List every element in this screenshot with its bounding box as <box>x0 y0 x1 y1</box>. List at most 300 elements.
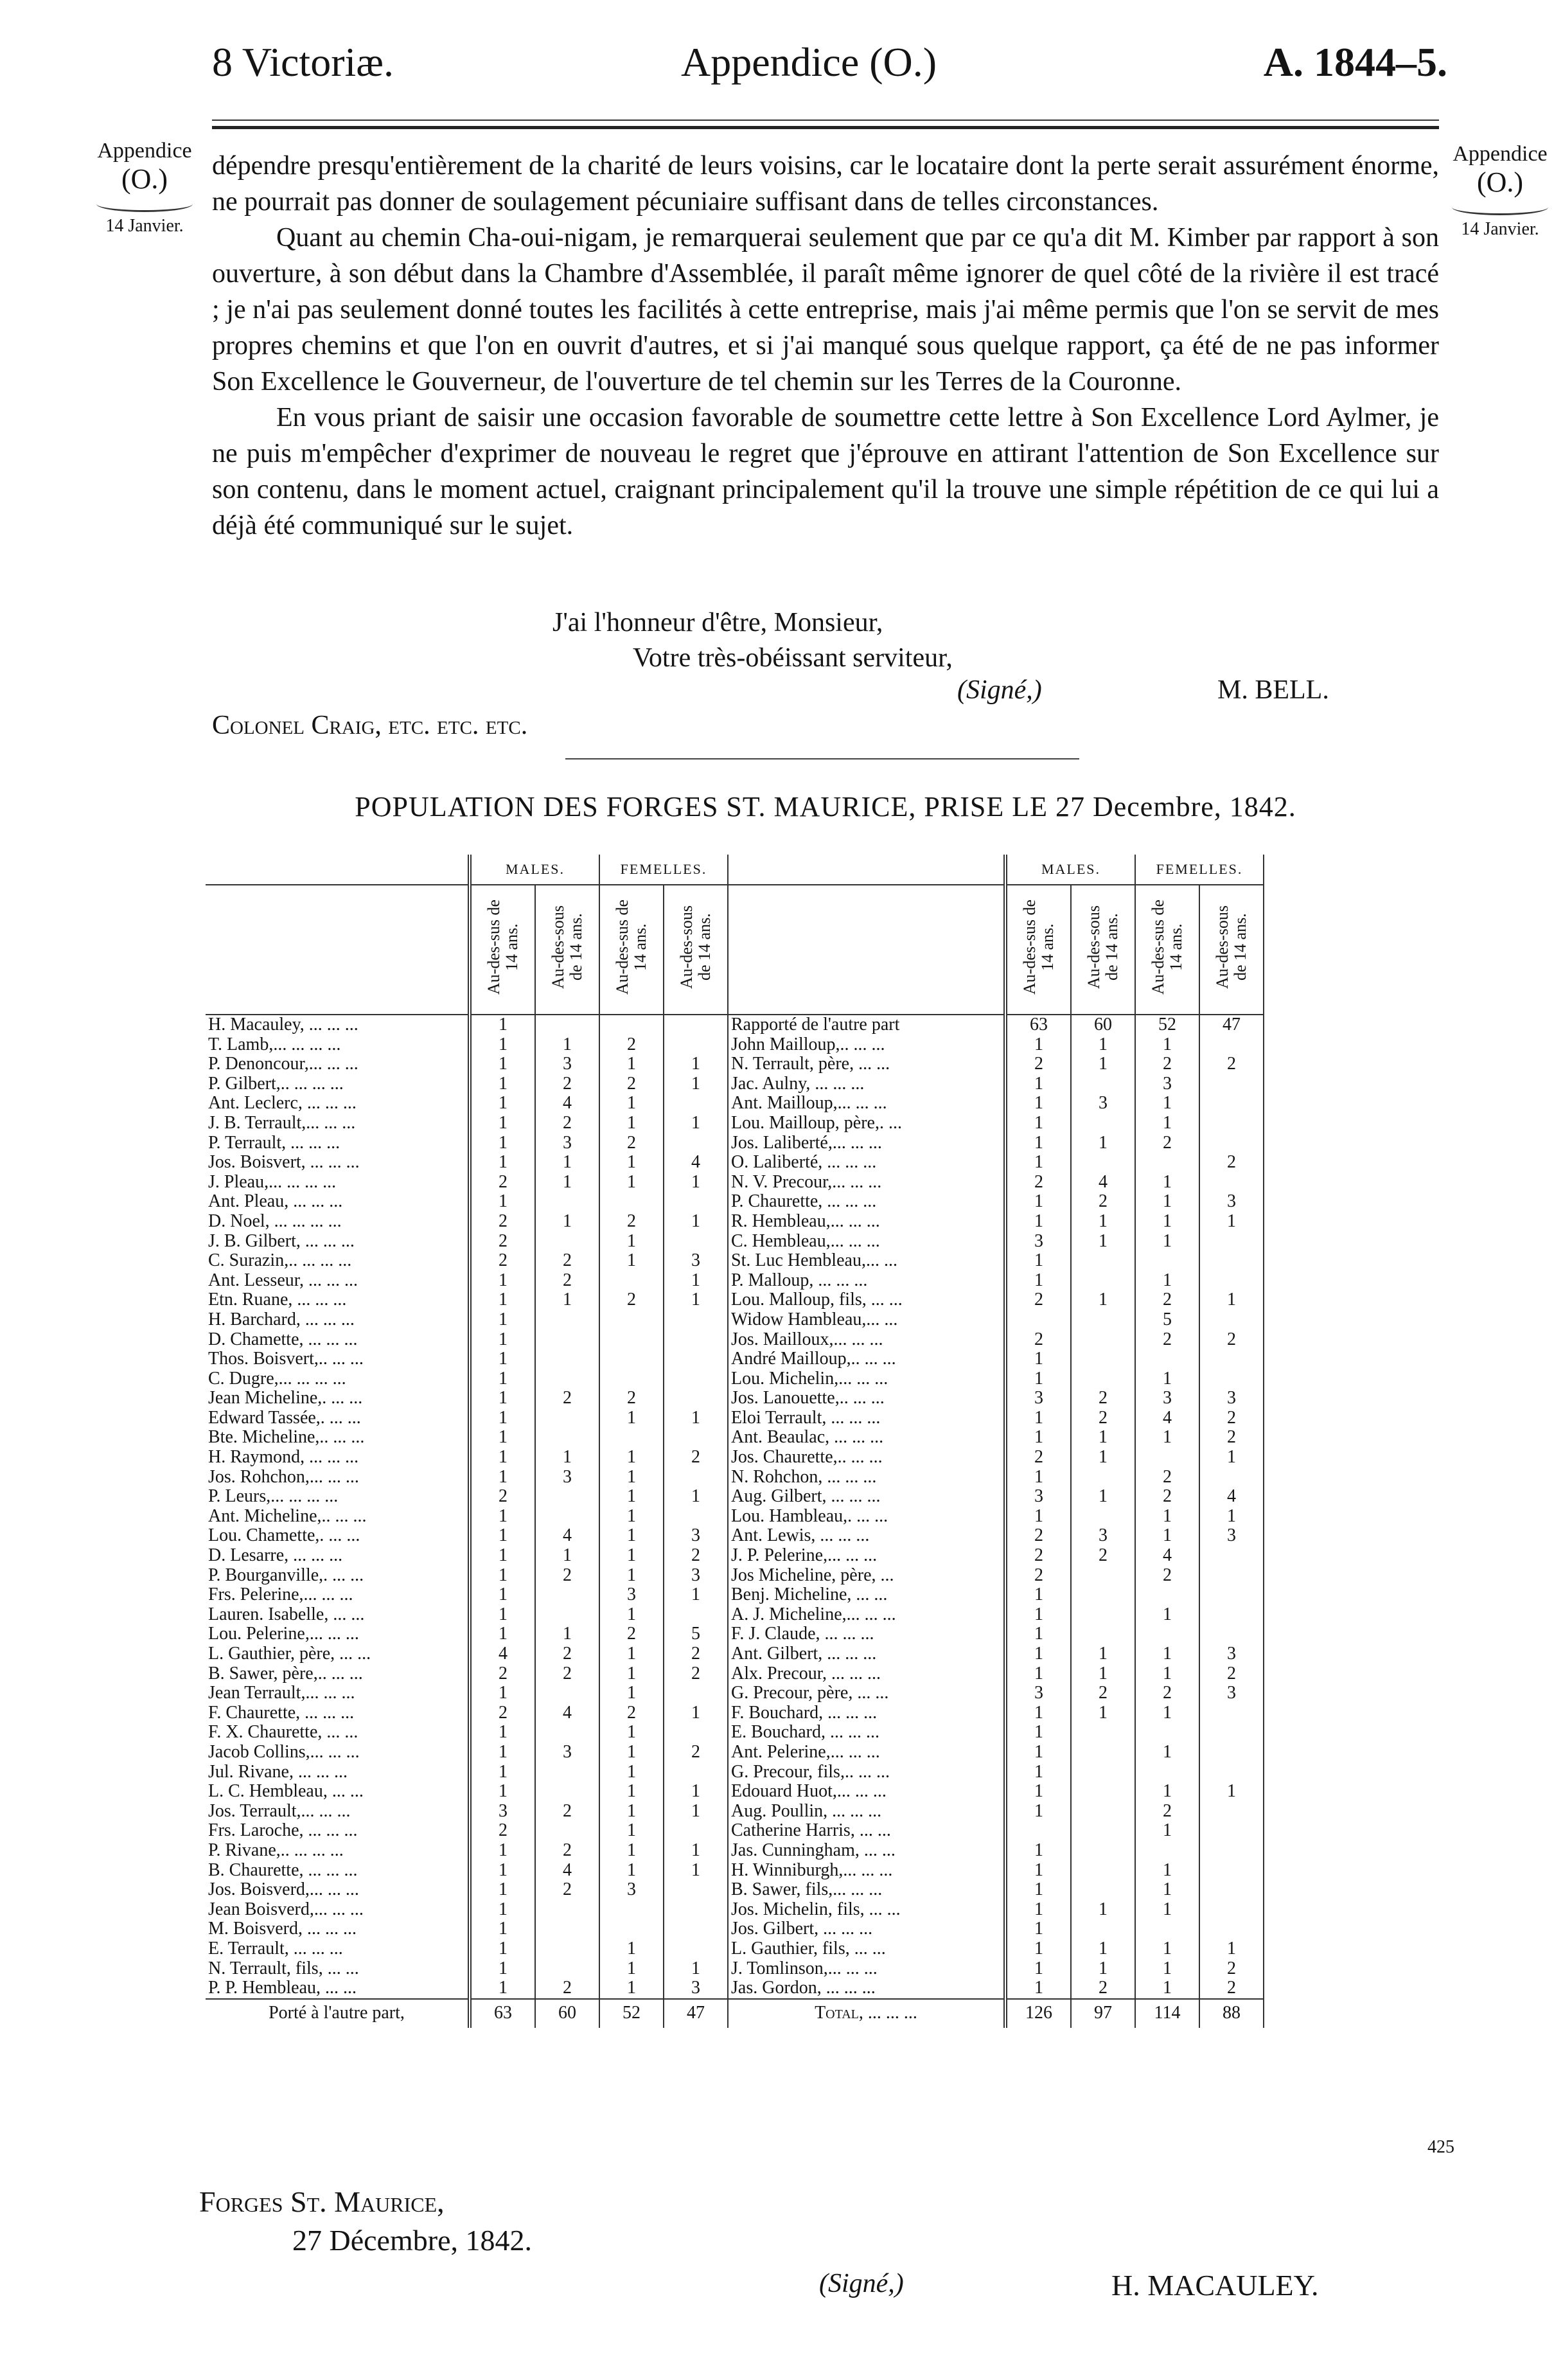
right-count-cell: 1 <box>1005 1408 1071 1428</box>
right-name-cell: Lou. Mailloup, père,. ... <box>731 1112 902 1133</box>
left-count-cell: 1 <box>599 1802 664 1822</box>
right-count-cell: 2 <box>1135 1054 1199 1074</box>
left-count-cell: 1 <box>470 1959 535 1979</box>
left-count-cell: 1 <box>470 1546 535 1566</box>
right-count-cell: 1 <box>1135 1880 1199 1900</box>
letter-paragraph-1: dépendre presqu'entièrement de la charité de leurs voisins, car le locataire dont la perte serait assurément énorme, ne pourrait pas donner de soulagement pécuniaire suffisant dans de telles circonstances. <box>212 151 1439 217</box>
left-count-cell <box>599 1015 664 1035</box>
left-count-cell <box>599 1919 664 1939</box>
left-count-cell: 1 <box>664 1703 728 1723</box>
right-count-cell <box>1199 1624 1264 1644</box>
right-count-cell <box>1199 1900 1264 1920</box>
right-count-cell: 3 <box>1005 1683 1071 1703</box>
left-count-cell: 1 <box>599 1743 664 1763</box>
left-count-cell: 1 <box>599 1723 664 1743</box>
table-row <box>206 1369 1264 1389</box>
right-count-cell <box>1071 1605 1135 1625</box>
right-name-cell: P. Malloup, ... ... ... <box>731 1270 868 1290</box>
right-count-cell <box>1199 1271 1264 1291</box>
right-count-cell: 1 <box>1135 1173 1199 1193</box>
right-count-cell: 2 <box>1005 1448 1071 1468</box>
col-left-femelles-under: Au-des-sous de 14 ans. <box>677 905 714 990</box>
left-name-cell: H. Barchard, ... ... ... <box>208 1309 355 1329</box>
right-count-cell: 1 <box>1135 1094 1199 1114</box>
right-count-cell: 2 <box>1135 1330 1199 1350</box>
right-count-cell: 2 <box>1071 1389 1135 1408</box>
right-count-cell: 2 <box>1005 1566 1071 1586</box>
left-name-cell: L. Gauthier, père, ... ... <box>208 1644 371 1664</box>
right-count-cell: 1 <box>1005 1782 1071 1802</box>
right-count-cell <box>1071 1723 1135 1743</box>
table-body <box>206 1015 1264 2028</box>
right-count-cell <box>1199 1133 1264 1153</box>
right-name-cell: Catherine Harris, ... ... <box>731 1820 891 1841</box>
right-count-cell: 2 <box>1135 1487 1199 1507</box>
right-name-cell: Jos. Michelin, fils, ... ... <box>731 1899 901 1919</box>
header-year: A. 1844–5. <box>1263 39 1447 85</box>
right-name-cell: Edouard Huot,... ... ... <box>731 1781 887 1802</box>
right-count-cell: 1 <box>1135 1114 1199 1133</box>
col-right-males-over: Au-des-sus de 14 ans. <box>1020 900 1057 995</box>
margin-left-date: 14 Janvier. <box>105 216 184 236</box>
left-count-cell <box>535 1408 599 1428</box>
left-count-cell <box>535 1015 599 1035</box>
left-count-cell: 1 <box>470 1526 535 1546</box>
right-count-cell: 63 <box>1005 1015 1071 1035</box>
right-count-cell: 2 <box>1199 1153 1264 1173</box>
left-count-cell: 1 <box>470 1290 535 1310</box>
left-count-cell <box>664 1369 728 1389</box>
right-count-cell: 2 <box>1005 1330 1071 1350</box>
right-count-cell <box>1005 1310 1071 1330</box>
left-name-cell: M. Boisverd, ... ... ... <box>208 1919 357 1939</box>
left-count-cell: 1 <box>535 1546 599 1566</box>
margin-right-date: 14 Janvier. <box>1461 219 1539 239</box>
right-count-cell: 1 <box>1071 1232 1135 1252</box>
right-count-cell: 1 <box>1199 1212 1264 1232</box>
right-name-cell: G. Precour, père, ... ... <box>731 1683 889 1703</box>
left-count-cell <box>535 1349 599 1369</box>
right-count-cell: 1 <box>1135 1782 1199 1802</box>
table-row <box>206 1153 1264 1173</box>
right-count-cell <box>1135 1349 1199 1369</box>
right-count-cell: 1 <box>1005 1624 1071 1644</box>
grand-total: 425 <box>1427 2137 1454 2157</box>
left-count-cell: 1 <box>470 1743 535 1763</box>
left-count-cell: 1 <box>470 1507 535 1527</box>
table-row <box>206 1271 1264 1291</box>
left-count-cell <box>664 1035 728 1055</box>
margin-right-brace <box>1452 199 1548 215</box>
left-count-cell: 3 <box>664 1566 728 1586</box>
left-count-cell: 1 <box>470 1880 535 1900</box>
right-count-cell <box>1199 1919 1264 1939</box>
left-count-cell: 1 <box>470 1978 535 1999</box>
right-count-cell: 4 <box>1199 1487 1264 1507</box>
right-count-cell: 1 <box>1071 1703 1135 1723</box>
left-count-cell: 1 <box>470 1408 535 1428</box>
right-count-cell: 1 <box>1071 1959 1135 1979</box>
right-count-cell: 4 <box>1071 1173 1135 1193</box>
right-count-cell <box>1199 1232 1264 1252</box>
population-table <box>206 855 1264 2028</box>
right-name-cell: Ant. Pelerine,... ... ... <box>731 1741 880 1762</box>
right-count-cell: 1 <box>1071 1644 1135 1664</box>
margin-left-label: Appendice <box>97 139 192 163</box>
margin-right-letter: (O.) <box>1476 166 1524 198</box>
table-row <box>206 1035 1264 1055</box>
left-count-cell: 5 <box>664 1624 728 1644</box>
left-count-cell: 2 <box>599 1703 664 1723</box>
left-count-cell: 2 <box>535 1251 599 1271</box>
left-count-cell: 1 <box>599 1763 664 1782</box>
left-count-cell <box>664 1605 728 1625</box>
left-count-cell: 1 <box>664 1114 728 1133</box>
right-count-cell: 1 <box>1005 1271 1071 1291</box>
left-count-cell <box>535 1232 599 1252</box>
right-count-cell: 2 <box>1005 1290 1071 1310</box>
left-count-cell: 1 <box>470 1448 535 1468</box>
left-count-cell: 2 <box>664 1743 728 1763</box>
right-name-cell: Jas. Cunningham, ... ... <box>731 1840 896 1860</box>
right-count-cell: 1 <box>1005 1959 1071 1979</box>
left-count-cell: 1 <box>664 1212 728 1232</box>
table-group-header <box>206 855 1264 885</box>
left-name-cell: Ant. Lesseur, ... ... ... <box>208 1270 358 1290</box>
left-count-cell: 2 <box>535 1644 599 1664</box>
right-name-cell: Jos. Mailloux,... ... ... <box>731 1329 883 1349</box>
left-count-cell: 1 <box>599 1566 664 1586</box>
left-count-cell: 2 <box>470 1487 535 1507</box>
left-count-cell: 1 <box>664 1585 728 1605</box>
right-count-cell: 2 <box>1199 1428 1264 1448</box>
left-count-cell <box>664 1723 728 1743</box>
table-row <box>206 1330 1264 1350</box>
table-row <box>206 1880 1264 1900</box>
left-count-cell: 1 <box>470 1841 535 1861</box>
left-count-cell: 1 <box>664 1802 728 1822</box>
right-name-cell: Ant. Beaulac, ... ... ... <box>731 1427 884 1448</box>
table-row <box>206 1703 1264 1723</box>
left-count-cell <box>664 1133 728 1153</box>
left-count-cell <box>599 1349 664 1369</box>
table-row <box>206 1900 1264 1920</box>
right-name-cell: Alx. Precour, ... ... ... <box>731 1663 881 1683</box>
left-count-cell <box>599 1310 664 1330</box>
section-separator <box>565 758 1079 759</box>
left-name-cell: Etn. Ruane, ... ... ... <box>208 1290 347 1310</box>
right-count-cell: 1 <box>1005 1763 1071 1782</box>
right-count-cell <box>1071 1782 1135 1802</box>
table-row <box>206 1802 1264 1822</box>
left-count-cell: 2 <box>535 1841 599 1861</box>
right-count-cell: 1 <box>1071 1035 1135 1055</box>
right-count-cell: 4 <box>1135 1408 1199 1428</box>
left-name-cell: T. Lamb,... ... ... ... <box>208 1034 341 1054</box>
left-count-cell: 2 <box>535 1114 599 1133</box>
right-count-cell <box>1071 1153 1135 1173</box>
right-name-cell: André Mailloup,.. ... ... <box>731 1349 896 1369</box>
left-count-cell <box>535 1192 599 1212</box>
table-row <box>206 1624 1264 1644</box>
left-count-cell <box>599 1192 664 1212</box>
closing-line-2: Votre très-obéissant serviteur, <box>633 643 953 673</box>
right-name-cell: O. Laliberté, ... ... ... <box>731 1152 877 1173</box>
left-name-cell: B. Sawer, père,.. ... ... <box>208 1663 363 1683</box>
left-name-cell: Bte. Micheline,.. ... ... <box>208 1427 365 1448</box>
left-count-cell: 2 <box>470 1173 535 1193</box>
left-count-cell: 3 <box>535 1468 599 1487</box>
left-count-cell: 1 <box>599 1841 664 1861</box>
left-count-cell: 1 <box>664 1861 728 1881</box>
left-count-cell <box>664 1330 728 1350</box>
left-name-cell: Lou. Chamette,. ... ... <box>208 1525 360 1546</box>
left-count-cell: 2 <box>470 1821 535 1841</box>
right-count-cell <box>1199 1094 1264 1114</box>
left-count-cell: 2 <box>470 1664 535 1684</box>
left-count-cell: 1 <box>664 1487 728 1507</box>
right-count-cell <box>1199 1703 1264 1723</box>
right-count-cell: 1 <box>1135 1821 1199 1841</box>
table-row <box>206 1468 1264 1487</box>
right-count-cell: 3 <box>1199 1389 1264 1408</box>
left-name-cell: Frs. Laroche, ... ... ... <box>208 1820 358 1841</box>
left-count-cell: 1 <box>470 1349 535 1369</box>
left-total-value: 63 <box>470 1999 535 2028</box>
right-count-cell: 3 <box>1199 1192 1264 1212</box>
right-name-cell: N. Rohchon, ... ... ... <box>731 1466 877 1487</box>
left-name-cell: Jean Boisverd,... ... ... <box>208 1899 364 1919</box>
left-name-cell: Thos. Boisvert,.. ... ... <box>208 1349 364 1369</box>
left-count-cell: 1 <box>599 1094 664 1114</box>
left-count-cell: 1 <box>599 1487 664 1507</box>
left-name-cell: Edward Tassée,. ... ... <box>208 1407 361 1428</box>
left-name-cell: Jacob Collins,... ... ... <box>208 1741 360 1762</box>
right-count-cell: 2 <box>1005 1546 1071 1566</box>
right-count-cell: 1 <box>1005 1212 1071 1232</box>
left-name-cell: Lauren. Isabelle, ... ... <box>208 1604 365 1624</box>
right-name-cell: John Mailloup,.. ... ... <box>731 1034 885 1054</box>
letter-addressee: Colonel Craig, etc. etc. etc. <box>212 711 528 740</box>
right-count-cell <box>1199 1605 1264 1625</box>
right-name-cell: Widow Hambleau,... ... <box>731 1309 898 1329</box>
right-count-cell: 1 <box>1005 1585 1071 1605</box>
right-count-cell: 1 <box>1005 1428 1071 1448</box>
right-count-cell: 60 <box>1071 1015 1135 1035</box>
left-name-cell: J. Pleau,... ... ... ... <box>208 1171 337 1192</box>
right-males-header: MALES. <box>1005 855 1135 885</box>
right-count-cell <box>1071 1585 1135 1605</box>
right-count-cell: 1 <box>1135 1861 1199 1881</box>
table-row <box>206 1743 1264 1763</box>
table-row <box>206 1546 1264 1566</box>
right-count-cell: 47 <box>1199 1015 1264 1035</box>
right-count-cell: 1 <box>1135 1192 1199 1212</box>
left-count-cell: 1 <box>470 1861 535 1881</box>
left-name-cell: Jos. Boisvert, ... ... ... <box>208 1152 360 1173</box>
table-row <box>206 1585 1264 1605</box>
left-count-cell <box>664 1919 728 1939</box>
table-row <box>206 1094 1264 1114</box>
left-count-cell: 1 <box>664 1074 728 1094</box>
right-count-cell: 1 <box>1005 1900 1071 1920</box>
left-count-cell: 1 <box>664 1782 728 1802</box>
left-count-cell <box>599 1428 664 1448</box>
right-count-cell: 3 <box>1005 1389 1071 1408</box>
left-count-cell: 1 <box>599 1448 664 1468</box>
left-count-cell <box>664 1900 728 1920</box>
margin-note-left <box>77 138 212 239</box>
right-count-cell: 1 <box>1005 1074 1071 1094</box>
header-session: 8 Victoriæ. <box>212 39 394 85</box>
left-count-cell: 1 <box>470 1054 535 1074</box>
left-count-cell <box>535 1605 599 1625</box>
right-count-cell <box>1199 1310 1264 1330</box>
right-count-cell: 1 <box>1071 1212 1135 1232</box>
left-count-cell: 1 <box>470 1094 535 1114</box>
left-count-cell <box>664 1763 728 1782</box>
left-count-cell: 2 <box>535 1566 599 1586</box>
right-count-cell: 1 <box>1005 1192 1071 1212</box>
right-count-cell: 2 <box>1071 1192 1135 1212</box>
right-count-cell: 1 <box>1005 1919 1071 1939</box>
right-count-cell <box>1071 1821 1135 1841</box>
left-name-cell: D. Chamette, ... ... ... <box>208 1329 358 1349</box>
margin-left-brace <box>96 196 193 212</box>
left-count-cell <box>664 1880 728 1900</box>
right-count-cell: 1 <box>1005 1251 1071 1271</box>
right-count-cell: 1 <box>1005 1978 1071 1999</box>
table-row <box>206 1074 1264 1094</box>
right-count-cell: 3 <box>1135 1389 1199 1408</box>
left-count-cell: 2 <box>535 1802 599 1822</box>
left-name-cell: Jean Terrault,... ... ... <box>208 1683 355 1703</box>
right-count-cell <box>1199 1074 1264 1094</box>
left-count-cell <box>535 1763 599 1782</box>
left-count-cell <box>664 1349 728 1369</box>
left-name-cell: Jean Micheline,. ... ... <box>208 1388 363 1408</box>
table-row <box>206 1978 1264 1999</box>
left-count-cell: 3 <box>535 1133 599 1153</box>
right-count-cell: 2 <box>1135 1566 1199 1586</box>
right-count-cell: 1 <box>1005 1133 1071 1153</box>
right-count-cell: 2 <box>1199 1408 1264 1428</box>
left-total-value: 52 <box>599 1999 664 2028</box>
left-count-cell: 2 <box>470 1212 535 1232</box>
right-count-cell <box>1199 1114 1264 1133</box>
table-row <box>206 1861 1264 1881</box>
table-row <box>206 1290 1264 1310</box>
right-count-cell: 1 <box>1005 1349 1071 1369</box>
right-count-cell <box>1071 1114 1135 1133</box>
left-count-cell: 1 <box>470 1114 535 1133</box>
right-name-cell: Lou. Hambleau,. ... ... <box>731 1505 888 1526</box>
left-count-cell: 2 <box>470 1232 535 1252</box>
right-count-cell: 1 <box>1071 1939 1135 1959</box>
table-row <box>206 1389 1264 1408</box>
left-count-cell: 1 <box>599 1251 664 1271</box>
table-row <box>206 1841 1264 1861</box>
right-count-cell: 3 <box>1005 1487 1071 1507</box>
left-name-cell: Jul. Rivane, ... ... ... <box>208 1761 348 1782</box>
left-count-cell <box>664 1821 728 1841</box>
left-name-cell: Ant. Micheline,.. ... ... <box>208 1505 367 1526</box>
left-count-cell: 2 <box>664 1644 728 1664</box>
left-count-cell: 1 <box>599 1114 664 1133</box>
right-count-cell <box>1199 1251 1264 1271</box>
left-count-cell: 1 <box>599 1959 664 1979</box>
left-count-cell: 3 <box>599 1880 664 1900</box>
right-name-cell: L. Gauthier, fils, ... ... <box>731 1938 886 1958</box>
left-name-cell: Frs. Pelerine,... ... ... <box>208 1585 353 1605</box>
col-right-males-under: Au-des-sous de 14 ans. <box>1084 905 1121 990</box>
right-name-cell: Ant. Gilbert, ... ... ... <box>731 1644 877 1664</box>
table-row <box>206 1605 1264 1625</box>
table-row <box>206 1408 1264 1428</box>
left-count-cell <box>535 1939 599 1959</box>
right-count-cell: 2 <box>1071 1978 1135 1999</box>
left-count-cell <box>664 1683 728 1703</box>
right-count-cell <box>1071 1566 1135 1586</box>
right-name-cell: B. Sawer, fils,... ... ... <box>731 1879 883 1900</box>
right-name-cell: Jas. Gordon, ... ... ... <box>731 1978 876 1998</box>
table-row <box>206 1212 1264 1232</box>
table-row <box>206 1644 1264 1664</box>
left-count-cell: 1 <box>599 1526 664 1546</box>
left-count-cell: 1 <box>470 1605 535 1625</box>
right-count-cell: 2 <box>1199 1330 1264 1350</box>
left-count-cell <box>535 1310 599 1330</box>
left-count-cell: 1 <box>535 1290 599 1310</box>
right-count-cell: 1 <box>1135 1526 1199 1546</box>
left-count-cell <box>535 1428 599 1448</box>
running-header <box>0 39 1563 96</box>
right-count-cell: 1 <box>1135 1232 1199 1252</box>
right-count-cell: 3 <box>1071 1526 1135 1546</box>
right-count-cell: 2 <box>1135 1683 1199 1703</box>
table-row <box>206 1310 1264 1330</box>
left-count-cell: 3 <box>535 1054 599 1074</box>
right-count-cell <box>1199 1743 1264 1763</box>
right-count-cell: 1 <box>1005 1939 1071 1959</box>
right-total-value: 97 <box>1071 1999 1135 2028</box>
right-count-cell <box>1199 1802 1264 1822</box>
left-count-cell: 1 <box>535 1173 599 1193</box>
letter-paragraph-2: Quant au chemin Cha-oui-nigam, je remarquerai seulement que par ce qu'a dit M. Kimber par rapport à son ouverture, à son début dans la Chambre d'Assemblée, il paraît même ignorer de quel côté de la rivière il est tracé ; je n'ai pas seulement donné toutes les facilités à cette entreprise, mais j'ai même permis que l'on se servit de mes propres chemins et que l'on en ouvrit d'autres, et si j'ai manqué sous quelque rapport, ça été de ne pas informer Son Excellence le Gouverneur, de l'ouverture de tel chemin sur les Terres de la Couronne. <box>212 223 1439 396</box>
left-count-cell <box>535 1683 599 1703</box>
right-count-cell <box>1199 1880 1264 1900</box>
right-count-cell: 52 <box>1135 1015 1199 1035</box>
left-count-cell: 2 <box>535 1271 599 1291</box>
table-row <box>206 1015 1264 1035</box>
left-name-cell: C. Dugre,... ... ... ... <box>208 1368 346 1389</box>
right-count-cell: 1 <box>1005 1369 1071 1389</box>
left-count-cell: 4 <box>470 1644 535 1664</box>
right-count-cell: 3 <box>1199 1683 1264 1703</box>
header-appendix: Appendice (O.) <box>681 39 937 85</box>
right-count-cell <box>1135 1448 1199 1468</box>
left-name-cell: P. Denoncour,... ... ... <box>208 1054 358 1074</box>
right-count-cell <box>1135 1841 1199 1861</box>
right-name-cell: R. Hembleau,... ... ... <box>731 1211 880 1231</box>
left-name-cell: D. Lesarre, ... ... ... <box>208 1545 343 1566</box>
letter-body <box>212 148 1439 544</box>
left-count-cell: 2 <box>599 1389 664 1408</box>
left-count-cell <box>535 1487 599 1507</box>
right-count-cell: 1 <box>1005 1114 1071 1133</box>
right-count-cell: 1 <box>1005 1035 1071 1055</box>
left-count-cell: 1 <box>599 1664 664 1684</box>
